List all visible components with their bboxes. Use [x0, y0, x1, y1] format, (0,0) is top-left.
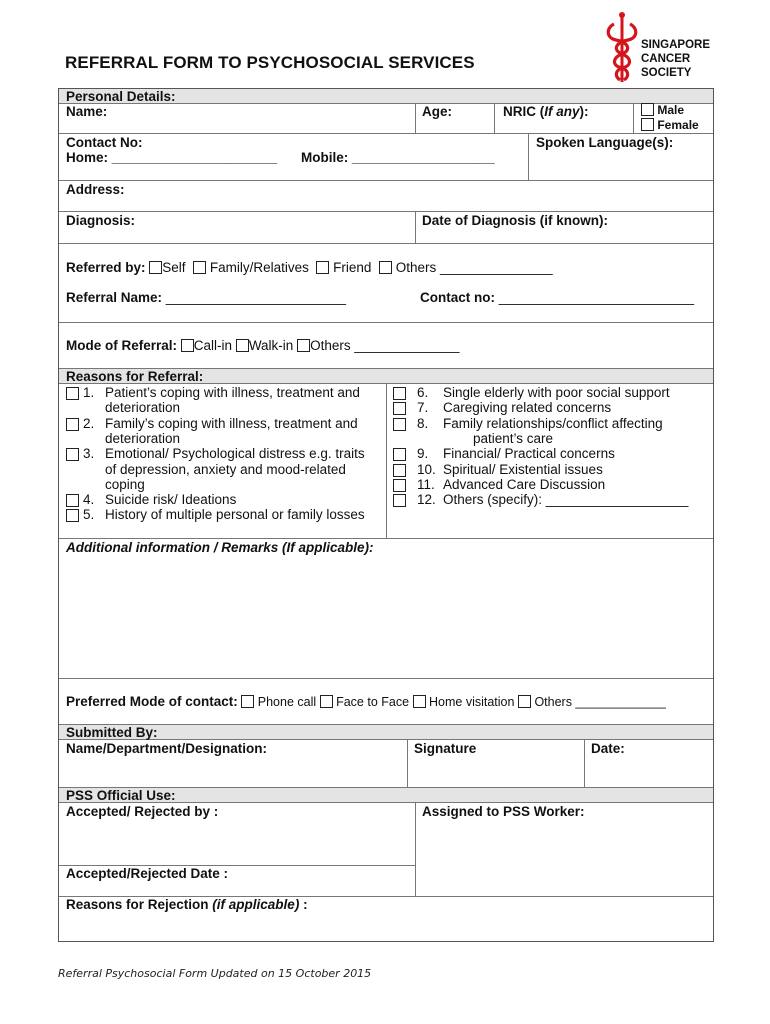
referral-contact-field[interactable] — [420, 290, 694, 305]
mode-of-referral-row — [66, 338, 459, 353]
phone-call-option: Phone call — [257, 695, 317, 709]
reason-text: deterioration — [105, 400, 181, 416]
family-option: Family/Relatives — [209, 260, 309, 275]
reason-checkbox[interactable] — [66, 448, 79, 461]
reason-text: History of multiple personal or family losses — [105, 507, 365, 523]
reason-checkbox[interactable] — [393, 479, 406, 492]
self-option: Self — [162, 260, 186, 275]
reason-text: Advanced Care Discussion — [443, 476, 606, 492]
referral-contact-label: Contact no: — [420, 290, 495, 305]
reason-number: 10. — [417, 461, 436, 477]
mobile-phone-field[interactable]: Mobile: ___________________ — [301, 150, 495, 165]
self-checkbox[interactable] — [149, 261, 162, 274]
friend-option: Friend — [333, 260, 372, 275]
mode-others-option: Others ______________ — [310, 338, 460, 353]
reason-checkbox[interactable] — [393, 494, 406, 507]
referral-name-blank: ________________________ — [162, 290, 346, 305]
home-visitation-option: Home visitation — [429, 695, 515, 709]
reason-text: deterioration — [105, 430, 181, 446]
reason-text: Family relationships/conflict affecting — [443, 415, 663, 431]
call-in-option: Call-in — [193, 338, 233, 353]
reason-number: 6. — [417, 385, 429, 400]
friend-checkbox[interactable] — [316, 261, 329, 274]
referral-contact-blank: __________________________ — [495, 290, 694, 305]
reason-number: 4. — [83, 492, 95, 508]
home-phone-field[interactable]: Home: ______________________ — [66, 150, 277, 165]
reason-text: Others (specify): ___________________ — [443, 492, 689, 508]
walk-in-checkbox[interactable] — [236, 339, 249, 352]
reason-number: 8. — [417, 415, 429, 431]
pss-official-heading: PSS Official Use: — [66, 788, 176, 803]
reason-text: Family’s coping with illness, treatment and — [105, 415, 358, 431]
rejection-italic: (if applicable) — [212, 897, 300, 912]
nric-label — [503, 104, 589, 119]
reason-text: of depression, anxiety and mood-related — [105, 461, 346, 477]
reason-text: Caregiving related concerns — [443, 400, 612, 416]
rejection-reason-label — [66, 897, 308, 912]
referred-by-label: Referred by: — [66, 260, 146, 275]
logo-line: SINGAPORE — [641, 39, 711, 51]
referral-name-field[interactable] — [66, 290, 346, 305]
others-option: Others _______________ — [395, 260, 553, 275]
assigned-worker-label: Assigned to PSS Worker: — [422, 804, 585, 819]
reason-text: Suicide risk/ Ideations — [105, 492, 237, 508]
call-in-checkbox[interactable] — [181, 339, 194, 352]
footer-note: Referral Psychosocial Form Updated on 15 October 2015 — [58, 967, 372, 980]
face-to-face-checkbox[interactable] — [320, 695, 333, 708]
reason-number: 5. — [83, 507, 95, 523]
reason-checkbox[interactable] — [393, 387, 406, 400]
additional-info-label: Additional information / Remarks (If applicable): — [66, 540, 374, 555]
accepted-date-label: Accepted/Rejected Date : — [66, 866, 229, 881]
reason-number: 11. — [417, 476, 435, 492]
reason-text: Spiritual/ Existential issues — [443, 461, 603, 477]
reasons-heading: Reasons for Referral: — [66, 369, 204, 384]
rejection-label-end: : — [299, 897, 308, 912]
phone-call-checkbox[interactable] — [241, 695, 254, 708]
home-visitation-checkbox[interactable] — [413, 695, 426, 708]
reason-text: Patient’s coping with illness, treatment and — [105, 385, 360, 400]
reason-checkbox[interactable] — [66, 418, 79, 431]
male-checkbox[interactable] — [641, 103, 654, 116]
gender-female[interactable] — [641, 118, 699, 133]
reason-checkbox[interactable] — [393, 448, 406, 461]
others-checkbox[interactable] — [379, 261, 392, 274]
submitted-by-heading: Submitted By: — [66, 725, 158, 740]
reason-text: coping — [105, 476, 145, 492]
date-label: Date: — [591, 741, 625, 756]
female-label: Female — [657, 118, 699, 132]
contact-no-label: Contact No: — [66, 135, 143, 150]
reason-checkbox[interactable] — [66, 509, 79, 522]
submitter-name-label: Name/Department/Designation: — [66, 741, 268, 756]
gender-options — [641, 103, 699, 133]
reason-number: 3. — [83, 446, 95, 462]
reason-number: 9. — [417, 446, 429, 462]
nric-label-end: ): — [579, 104, 589, 119]
female-checkbox[interactable] — [641, 118, 654, 131]
reason-text: Single elderly with poor social support — [443, 385, 670, 400]
reason-text: Financial/ Practical concerns — [443, 446, 615, 462]
nric-label-start: NRIC ( — [503, 104, 545, 119]
logo-text — [641, 38, 710, 80]
referral-name-label: Referral Name: — [66, 290, 163, 305]
diagnosis-date-label: Date of Diagnosis (if known): — [422, 213, 609, 228]
reason-number: 1. — [83, 385, 95, 400]
reason-checkbox[interactable] — [393, 418, 406, 431]
preferred-others-option: Others _____________ — [534, 695, 666, 709]
address-label: Address: — [66, 182, 125, 197]
signature-label: Signature — [414, 741, 477, 756]
gender-male[interactable] — [641, 103, 699, 118]
preferred-others-checkbox[interactable] — [518, 695, 531, 708]
name-label: Name: — [66, 104, 108, 119]
accepted-rejected-by-label: Accepted/ Rejected by : — [66, 804, 219, 819]
age-label: Age: — [422, 104, 452, 119]
nric-italic: If any — [544, 104, 580, 119]
diagnosis-label: Diagnosis: — [66, 213, 136, 228]
referred-by-row — [66, 260, 553, 275]
reason-number: 12. — [417, 492, 436, 508]
reason-checkbox[interactable] — [66, 494, 79, 507]
reason-checkbox[interactable] — [393, 464, 406, 477]
form-title: REFERRAL FORM TO PSYCHOSOCIAL SERVICES — [65, 53, 475, 72]
reason-text: patient’s care — [473, 430, 554, 446]
logo-line: CANCER — [641, 53, 691, 65]
spoken-language-label: Spoken Language(s): — [536, 135, 674, 150]
caduceus-logo-icon — [604, 10, 640, 84]
reason-checkbox[interactable] — [393, 402, 406, 415]
preferred-contact-label: Preferred Mode of contact: — [66, 694, 238, 709]
walk-in-option: Walk-in — [248, 338, 294, 353]
rejection-label-start: Reasons for Rejection — [66, 897, 213, 912]
reason-number: 7. — [417, 400, 429, 416]
mode-of-referral-label: Mode of Referral: — [66, 338, 178, 353]
face-to-face-option: Face to Face — [336, 695, 410, 709]
preferred-contact-row — [66, 694, 666, 709]
reason-text: Emotional/ Psychological distress e.g. traits — [105, 446, 365, 462]
reason-checkbox[interactable] — [66, 387, 79, 400]
family-checkbox[interactable] — [193, 261, 206, 274]
reason-number: 2. — [83, 415, 95, 431]
personal-details-heading: Personal Details: — [66, 89, 176, 104]
logo-line: SOCIETY — [641, 67, 692, 79]
male-label: Male — [657, 103, 685, 117]
mode-others-checkbox[interactable] — [297, 339, 310, 352]
